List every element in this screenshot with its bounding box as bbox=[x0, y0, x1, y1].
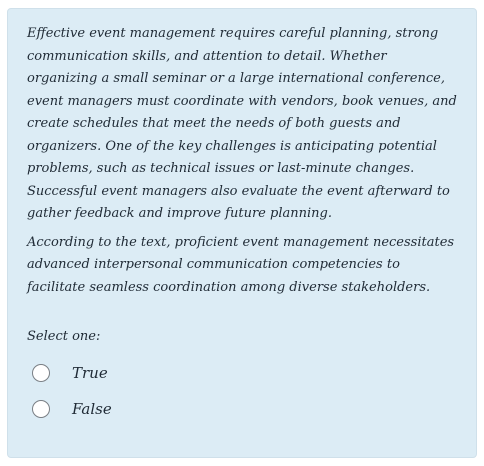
radio-true[interactable] bbox=[32, 364, 50, 382]
select-prompt: Select one: bbox=[27, 329, 101, 344]
option-false-label[interactable]: False bbox=[72, 400, 112, 418]
option-true-label[interactable]: True bbox=[72, 364, 108, 382]
radio-false[interactable] bbox=[32, 400, 50, 418]
question-card bbox=[7, 8, 477, 458]
option-true[interactable] bbox=[27, 355, 458, 391]
answer-options bbox=[27, 355, 458, 427]
question-statement: According to the text, proficient event management necessitates advanced interpersonal communication competencies to facilitate seamless coordination among diverse stakeholders. bbox=[27, 234, 455, 295]
option-false[interactable] bbox=[27, 391, 458, 427]
passage-text: Effective event management requires careful planning, strong communication skills, and attention to detail. Whether organizing a small seminar or a large international conference, event managers must coordinate with vendors, book venues, and create schedules that meet the needs of both guests and organizers. One of the key challenges is anticipating potential problems, such as technical issues or last-minute changes. Successful event managers also evaluate the event afterward to gather feedback and improve future planning. bbox=[27, 26, 457, 221]
